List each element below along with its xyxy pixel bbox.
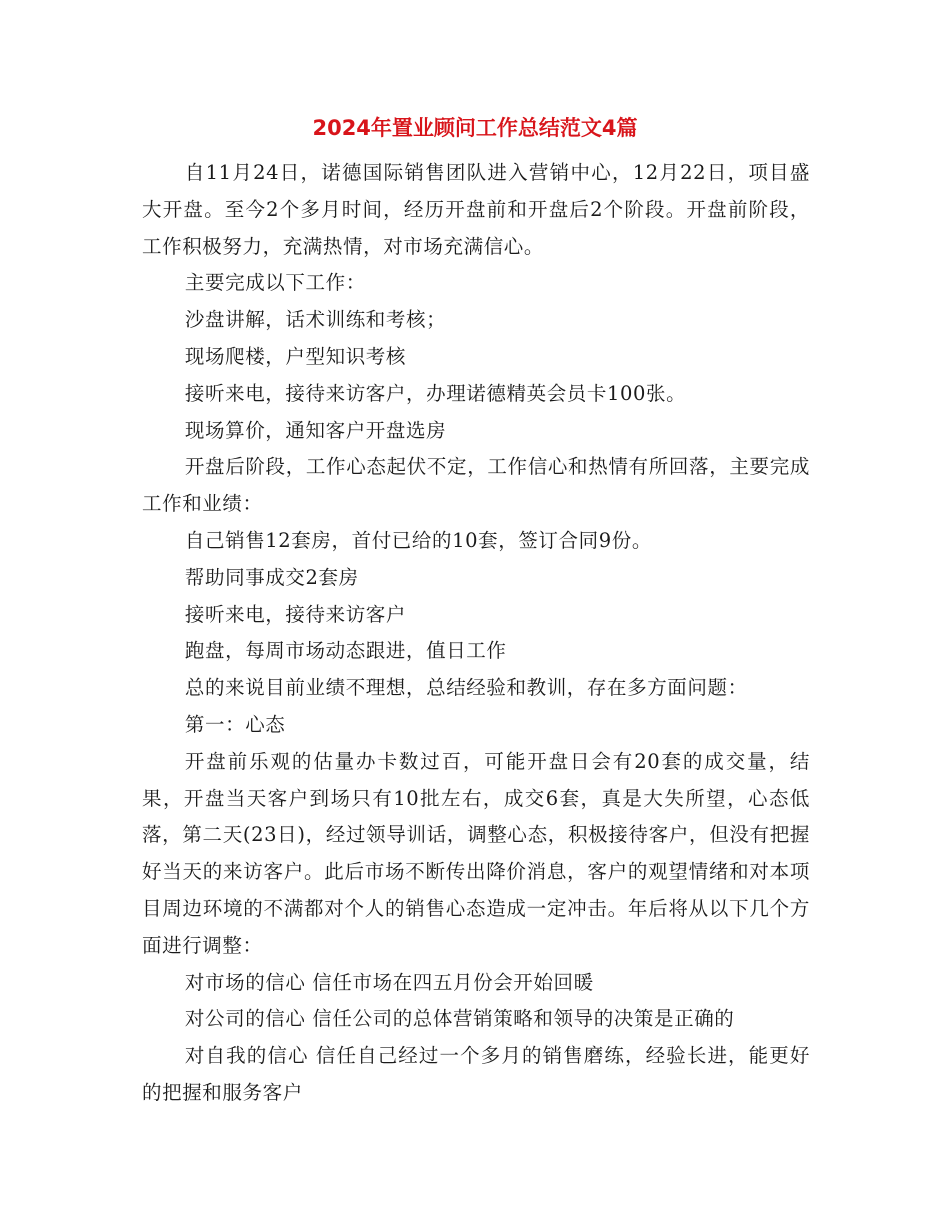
paragraph: 跑盘，每周市场动态跟进，值日工作 [184, 639, 507, 663]
document-body [142, 155, 810, 1112]
paragraph: 总的来说目前业绩不理想，总结经验和教训，存在多方面问题： [184, 676, 748, 700]
paragraph: 对市场的信心 信任市场在四五月份会开始回暖 [184, 970, 594, 994]
paragraph: 接听来电，接待来访客户，办理诺德精英会员卡100张。 [184, 381, 687, 405]
paragraph: 自11月24日，诺德国际销售团队进入营销中心，12月22日，项目盛大开盘。至今2个多月时间，经历开盘前和开盘后2个阶段。开盘前阶段，工作积极努力，充满热情，对市场充满信心。 [142, 161, 810, 258]
paragraph: 接听来电，接待来访客户 [184, 602, 406, 626]
paragraph: 现场算价，通知客户开盘选房 [184, 418, 447, 442]
paragraph: 开盘前乐观的估量办卡数过百，可能开盘日会有20套的成交量，结果，开盘当天客户到场只有10批左右，成交6套，真是大失所望，心态低落，第二天(23日)，经过领导训话，调整心态，积极接待客户，但没有把握好当天的来访客户。此后市场不断传出降价消息，客户的观望情绪和对本项目周边环境的不满都对个人的销售心态造成一定冲击。年后将从以下几个方面进行调整： [142, 749, 810, 957]
document-title: 2024年置业顾问工作总结范文4篇 [312, 116, 638, 140]
paragraph: 对公司的信心 信任公司的总体营销策略和领导的决策是正确的 [184, 1007, 735, 1031]
paragraph: 沙盘讲解，话术训练和考核； [184, 308, 447, 332]
paragraph: 自己销售12套房，首付已给的10套，签订合同9份。 [184, 528, 652, 552]
paragraph: 开盘后阶段，工作心态起伏不定，工作信心和热情有所回落，主要完成工作和业绩： [142, 455, 810, 516]
paragraph: 第一：心态 [184, 712, 286, 736]
paragraph: 现场爬楼，户型知识考核 [184, 344, 406, 368]
paragraph: 主要完成以下工作： [184, 271, 366, 295]
paragraph: 帮助同事成交2套房 [184, 565, 359, 589]
paragraph: 对自我的信心 信任自己经过一个多月的销售磨练，经验长进，能更好的把握和服务客户 [142, 1044, 810, 1104]
